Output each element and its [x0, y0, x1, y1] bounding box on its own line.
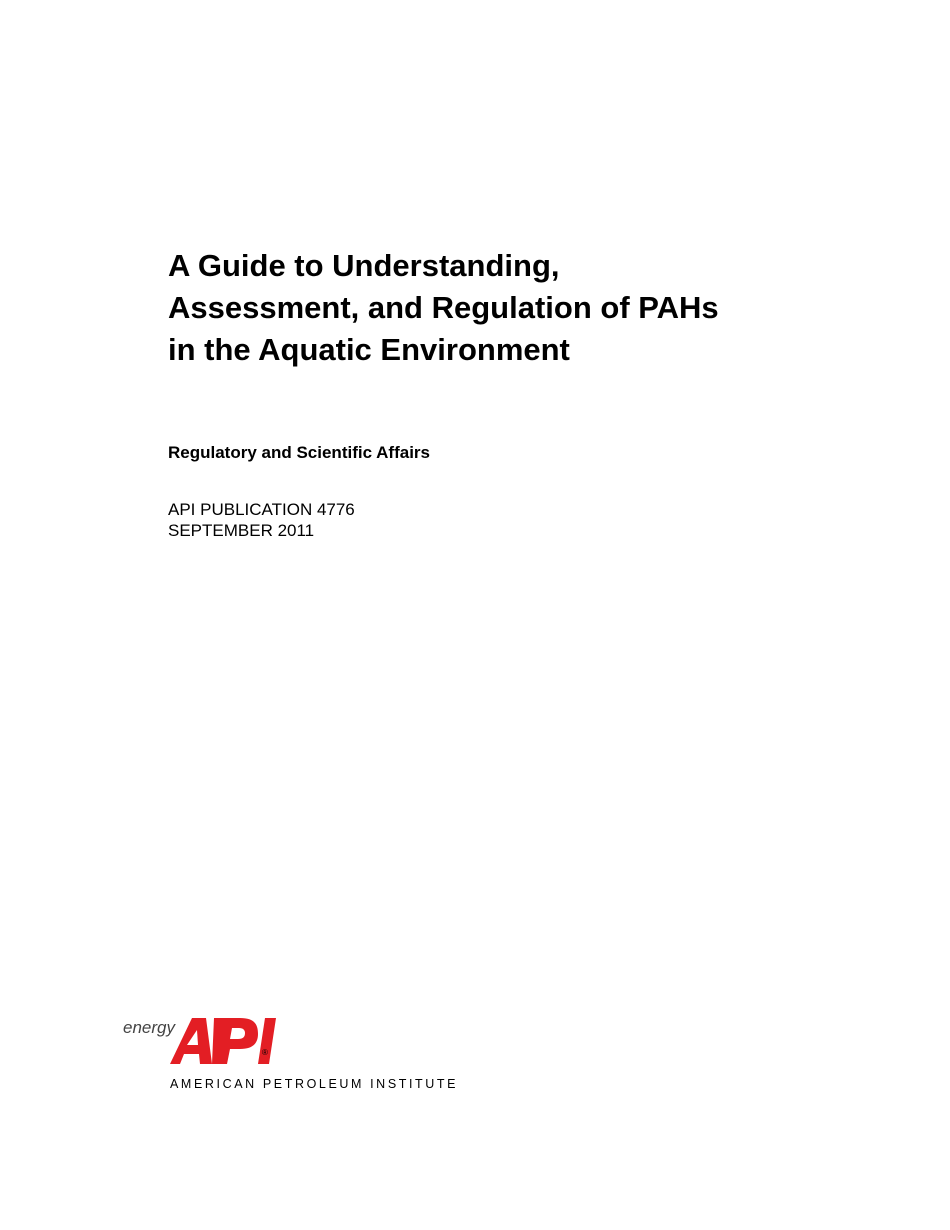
- api-logo-mark: [166, 1014, 276, 1066]
- department-name: Regulatory and Scientific Affairs: [168, 443, 430, 462]
- logo-tagline: energy: [123, 1018, 175, 1037]
- publication-number: API PUBLICATION 4776: [168, 500, 355, 519]
- publication-date: SEPTEMBER 2011: [168, 521, 315, 540]
- logo-organization-name: AMERICAN PETROLEUM INSTITUTE: [170, 1077, 459, 1091]
- title-line-2: Assessment, and Regulation of PAHs: [168, 290, 719, 325]
- document-title: [168, 245, 868, 371]
- title-line-3: in the Aquatic Environment: [168, 332, 570, 367]
- registered-mark: ®: [262, 1048, 268, 1057]
- publication-info: [168, 499, 355, 541]
- api-logo: [120, 1010, 459, 1100]
- title-line-1: A Guide to Understanding,: [168, 248, 560, 283]
